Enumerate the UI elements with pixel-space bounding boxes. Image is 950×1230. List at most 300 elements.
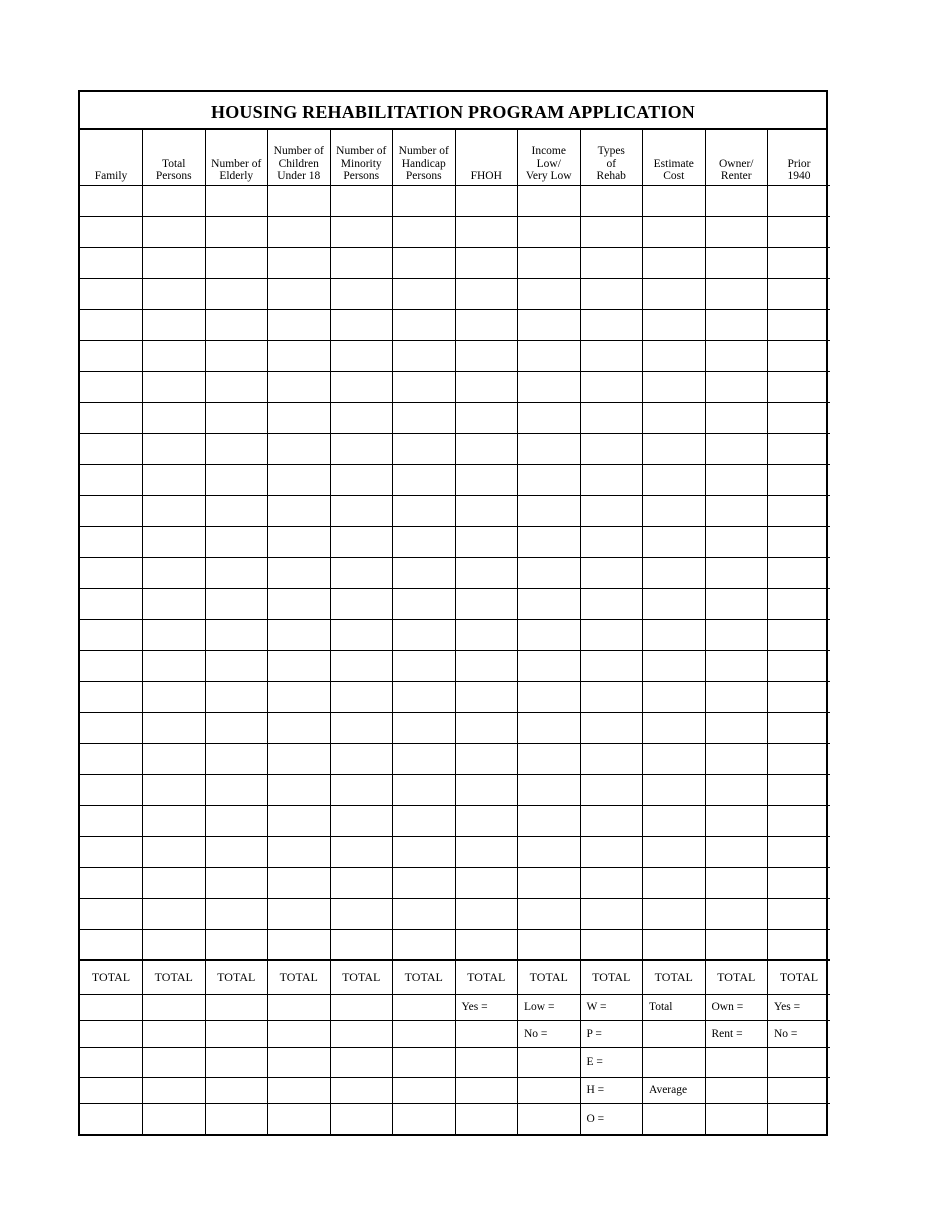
entry-cell[interactable]	[768, 805, 831, 836]
entry-cell[interactable]	[768, 433, 831, 464]
entry-cell[interactable]	[268, 278, 331, 309]
entry-cell[interactable]	[143, 774, 206, 805]
entry-cell[interactable]	[643, 216, 706, 247]
entry-cell[interactable]	[768, 557, 831, 588]
summary-cell[interactable]	[393, 1021, 456, 1048]
entry-cell[interactable]	[268, 464, 331, 495]
entry-cell[interactable]	[330, 402, 393, 433]
entry-cell[interactable]	[143, 712, 206, 743]
entry-cell[interactable]	[455, 309, 518, 340]
entry-cell[interactable]	[393, 836, 456, 867]
entry-cell[interactable]	[768, 371, 831, 402]
entry-cell[interactable]	[643, 278, 706, 309]
entry-cell[interactable]	[580, 588, 643, 619]
entry-cell[interactable]	[205, 371, 268, 402]
entry-cell[interactable]	[518, 278, 581, 309]
entry-cell[interactable]	[393, 898, 456, 929]
entry-cell[interactable]	[705, 774, 768, 805]
entry-cell[interactable]	[205, 650, 268, 681]
entry-cell[interactable]	[518, 464, 581, 495]
entry-cell[interactable]	[643, 712, 706, 743]
entry-cell[interactable]	[705, 712, 768, 743]
entry-cell[interactable]	[518, 433, 581, 464]
entry-cell[interactable]	[518, 185, 581, 216]
entry-cell[interactable]	[80, 247, 143, 278]
entry-cell[interactable]	[705, 216, 768, 247]
entry-cell[interactable]	[143, 495, 206, 526]
entry-cell[interactable]	[205, 340, 268, 371]
summary-cell[interactable]	[643, 1021, 706, 1048]
entry-cell[interactable]	[705, 836, 768, 867]
entry-cell[interactable]	[705, 588, 768, 619]
summary-cell[interactable]	[643, 1104, 706, 1134]
entry-cell[interactable]	[330, 650, 393, 681]
entry-cell[interactable]	[393, 216, 456, 247]
entry-cell[interactable]	[455, 185, 518, 216]
entry-cell[interactable]	[268, 309, 331, 340]
entry-cell[interactable]	[393, 371, 456, 402]
entry-cell[interactable]	[143, 433, 206, 464]
summary-cell[interactable]	[268, 1104, 331, 1134]
entry-cell[interactable]	[580, 712, 643, 743]
entry-cell[interactable]	[330, 340, 393, 371]
entry-cell[interactable]	[143, 340, 206, 371]
entry-cell[interactable]	[455, 712, 518, 743]
entry-cell[interactable]	[393, 185, 456, 216]
entry-cell[interactable]	[705, 340, 768, 371]
entry-cell[interactable]	[268, 185, 331, 216]
entry-cell[interactable]	[768, 278, 831, 309]
entry-cell[interactable]	[455, 495, 518, 526]
entry-cell[interactable]	[80, 464, 143, 495]
entry-cell[interactable]	[205, 836, 268, 867]
entry-cell[interactable]	[768, 743, 831, 774]
entry-cell[interactable]	[643, 619, 706, 650]
summary-cell[interactable]	[268, 1077, 331, 1104]
entry-cell[interactable]	[580, 867, 643, 898]
entry-cell[interactable]	[705, 185, 768, 216]
summary-cell[interactable]: Total	[643, 994, 706, 1021]
entry-cell[interactable]	[205, 247, 268, 278]
summary-cell[interactable]	[330, 1104, 393, 1134]
entry-cell[interactable]	[768, 929, 831, 960]
entry-cell[interactable]	[80, 495, 143, 526]
summary-cell[interactable]: Yes =	[455, 994, 518, 1021]
entry-cell[interactable]	[80, 371, 143, 402]
entry-cell[interactable]	[143, 929, 206, 960]
summary-cell[interactable]	[268, 1047, 331, 1077]
entry-cell[interactable]	[330, 681, 393, 712]
entry-cell[interactable]	[143, 526, 206, 557]
entry-cell[interactable]	[768, 588, 831, 619]
entry-cell[interactable]	[705, 464, 768, 495]
entry-cell[interactable]	[518, 929, 581, 960]
entry-cell[interactable]	[143, 619, 206, 650]
entry-cell[interactable]	[330, 309, 393, 340]
summary-cell[interactable]	[705, 1047, 768, 1077]
entry-cell[interactable]	[393, 774, 456, 805]
entry-cell[interactable]	[330, 433, 393, 464]
summary-cell[interactable]: Low =	[518, 994, 581, 1021]
entry-cell[interactable]	[705, 433, 768, 464]
summary-cell[interactable]	[330, 1077, 393, 1104]
entry-cell[interactable]	[268, 340, 331, 371]
entry-cell[interactable]	[393, 588, 456, 619]
entry-cell[interactable]	[205, 402, 268, 433]
entry-cell[interactable]	[580, 247, 643, 278]
entry-cell[interactable]	[768, 309, 831, 340]
entry-cell[interactable]	[268, 588, 331, 619]
entry-cell[interactable]	[768, 340, 831, 371]
entry-cell[interactable]	[455, 216, 518, 247]
entry-cell[interactable]	[143, 371, 206, 402]
entry-cell[interactable]	[393, 526, 456, 557]
entry-cell[interactable]	[80, 619, 143, 650]
entry-cell[interactable]	[268, 495, 331, 526]
entry-cell[interactable]	[643, 557, 706, 588]
entry-cell[interactable]	[768, 495, 831, 526]
entry-cell[interactable]	[393, 743, 456, 774]
summary-cell[interactable]	[393, 1047, 456, 1077]
entry-cell[interactable]	[705, 805, 768, 836]
entry-cell[interactable]	[643, 898, 706, 929]
entry-cell[interactable]	[455, 278, 518, 309]
summary-cell[interactable]	[705, 1104, 768, 1134]
summary-cell[interactable]	[330, 1021, 393, 1048]
summary-cell[interactable]	[455, 1021, 518, 1048]
entry-cell[interactable]	[518, 495, 581, 526]
summary-cell[interactable]: No =	[518, 1021, 581, 1048]
entry-cell[interactable]	[643, 309, 706, 340]
entry-cell[interactable]	[80, 836, 143, 867]
entry-cell[interactable]	[643, 402, 706, 433]
entry-cell[interactable]	[705, 402, 768, 433]
summary-cell[interactable]	[518, 1077, 581, 1104]
entry-cell[interactable]	[518, 774, 581, 805]
entry-cell[interactable]	[205, 557, 268, 588]
entry-cell[interactable]	[80, 309, 143, 340]
entry-cell[interactable]	[518, 309, 581, 340]
entry-cell[interactable]	[518, 743, 581, 774]
entry-cell[interactable]	[518, 340, 581, 371]
entry-cell[interactable]	[330, 371, 393, 402]
entry-cell[interactable]	[205, 526, 268, 557]
entry-cell[interactable]	[205, 185, 268, 216]
entry-cell[interactable]	[643, 464, 706, 495]
entry-cell[interactable]	[205, 619, 268, 650]
summary-cell[interactable]	[393, 994, 456, 1021]
summary-cell[interactable]	[643, 1047, 706, 1077]
entry-cell[interactable]	[205, 433, 268, 464]
summary-cell[interactable]	[80, 1104, 143, 1134]
entry-cell[interactable]	[330, 898, 393, 929]
entry-cell[interactable]	[143, 309, 206, 340]
entry-cell[interactable]	[268, 371, 331, 402]
entry-cell[interactable]	[330, 774, 393, 805]
entry-cell[interactable]	[768, 619, 831, 650]
entry-cell[interactable]	[518, 557, 581, 588]
entry-cell[interactable]	[80, 805, 143, 836]
entry-cell[interactable]	[768, 216, 831, 247]
entry-cell[interactable]	[455, 805, 518, 836]
entry-cell[interactable]	[580, 216, 643, 247]
entry-cell[interactable]	[330, 278, 393, 309]
entry-cell[interactable]	[393, 929, 456, 960]
entry-cell[interactable]	[455, 867, 518, 898]
entry-cell[interactable]	[268, 216, 331, 247]
entry-cell[interactable]	[393, 464, 456, 495]
entry-cell[interactable]	[268, 712, 331, 743]
entry-cell[interactable]	[205, 278, 268, 309]
entry-cell[interactable]	[768, 898, 831, 929]
entry-cell[interactable]	[580, 278, 643, 309]
entry-cell[interactable]	[518, 588, 581, 619]
summary-cell[interactable]	[768, 1047, 831, 1077]
summary-cell[interactable]	[393, 1104, 456, 1134]
entry-cell[interactable]	[643, 836, 706, 867]
summary-cell[interactable]: P =	[580, 1021, 643, 1048]
entry-cell[interactable]	[393, 402, 456, 433]
entry-cell[interactable]	[455, 681, 518, 712]
summary-cell[interactable]	[80, 994, 143, 1021]
entry-cell[interactable]	[268, 867, 331, 898]
entry-cell[interactable]	[143, 805, 206, 836]
entry-cell[interactable]	[268, 743, 331, 774]
summary-cell[interactable]: H =	[580, 1077, 643, 1104]
entry-cell[interactable]	[393, 712, 456, 743]
summary-cell[interactable]	[143, 1104, 206, 1134]
entry-cell[interactable]	[580, 898, 643, 929]
entry-cell[interactable]	[705, 681, 768, 712]
entry-cell[interactable]	[643, 774, 706, 805]
summary-cell[interactable]	[80, 1077, 143, 1104]
summary-cell[interactable]	[330, 1047, 393, 1077]
summary-cell[interactable]	[268, 994, 331, 1021]
entry-cell[interactable]	[768, 650, 831, 681]
entry-cell[interactable]	[643, 650, 706, 681]
entry-cell[interactable]	[705, 247, 768, 278]
entry-cell[interactable]	[205, 681, 268, 712]
entry-cell[interactable]	[143, 650, 206, 681]
entry-cell[interactable]	[705, 929, 768, 960]
entry-cell[interactable]	[330, 557, 393, 588]
summary-cell[interactable]	[80, 1047, 143, 1077]
entry-cell[interactable]	[80, 557, 143, 588]
entry-cell[interactable]	[80, 712, 143, 743]
entry-cell[interactable]	[768, 836, 831, 867]
entry-cell[interactable]	[580, 557, 643, 588]
entry-cell[interactable]	[80, 185, 143, 216]
entry-cell[interactable]	[768, 867, 831, 898]
entry-cell[interactable]	[455, 774, 518, 805]
entry-cell[interactable]	[268, 805, 331, 836]
entry-cell[interactable]	[143, 464, 206, 495]
entry-cell[interactable]	[330, 929, 393, 960]
entry-cell[interactable]	[80, 216, 143, 247]
entry-cell[interactable]	[268, 557, 331, 588]
entry-cell[interactable]	[705, 526, 768, 557]
summary-cell[interactable]: Yes =	[768, 994, 831, 1021]
entry-cell[interactable]	[80, 743, 143, 774]
entry-cell[interactable]	[455, 340, 518, 371]
entry-cell[interactable]	[455, 619, 518, 650]
entry-cell[interactable]	[580, 371, 643, 402]
entry-cell[interactable]	[393, 619, 456, 650]
entry-cell[interactable]	[143, 278, 206, 309]
entry-cell[interactable]	[580, 774, 643, 805]
entry-cell[interactable]	[80, 340, 143, 371]
entry-cell[interactable]	[705, 743, 768, 774]
summary-cell[interactable]	[455, 1077, 518, 1104]
entry-cell[interactable]	[768, 526, 831, 557]
entry-cell[interactable]	[80, 867, 143, 898]
entry-cell[interactable]	[268, 650, 331, 681]
entry-cell[interactable]	[268, 526, 331, 557]
summary-cell[interactable]	[705, 1077, 768, 1104]
entry-cell[interactable]	[705, 557, 768, 588]
entry-cell[interactable]	[330, 619, 393, 650]
summary-cell[interactable]	[455, 1047, 518, 1077]
entry-cell[interactable]	[455, 464, 518, 495]
entry-cell[interactable]	[455, 433, 518, 464]
entry-cell[interactable]	[643, 867, 706, 898]
entry-cell[interactable]	[643, 526, 706, 557]
entry-cell[interactable]	[205, 216, 268, 247]
entry-cell[interactable]	[768, 712, 831, 743]
entry-cell[interactable]	[455, 743, 518, 774]
entry-cell[interactable]	[330, 526, 393, 557]
entry-cell[interactable]	[393, 278, 456, 309]
summary-cell[interactable]	[205, 1047, 268, 1077]
entry-cell[interactable]	[580, 495, 643, 526]
entry-cell[interactable]	[205, 743, 268, 774]
entry-cell[interactable]	[518, 712, 581, 743]
entry-cell[interactable]	[768, 774, 831, 805]
summary-cell[interactable]	[143, 1021, 206, 1048]
entry-cell[interactable]	[705, 278, 768, 309]
entry-cell[interactable]	[580, 681, 643, 712]
entry-cell[interactable]	[768, 402, 831, 433]
entry-cell[interactable]	[643, 433, 706, 464]
entry-cell[interactable]	[330, 495, 393, 526]
entry-cell[interactable]	[580, 433, 643, 464]
summary-cell[interactable]: E =	[580, 1047, 643, 1077]
entry-cell[interactable]	[80, 526, 143, 557]
entry-cell[interactable]	[580, 526, 643, 557]
entry-cell[interactable]	[393, 495, 456, 526]
summary-cell[interactable]	[393, 1077, 456, 1104]
entry-cell[interactable]	[143, 743, 206, 774]
entry-cell[interactable]	[80, 588, 143, 619]
entry-cell[interactable]	[580, 805, 643, 836]
entry-cell[interactable]	[393, 247, 456, 278]
entry-cell[interactable]	[518, 247, 581, 278]
entry-cell[interactable]	[580, 464, 643, 495]
entry-cell[interactable]	[80, 774, 143, 805]
entry-cell[interactable]	[268, 619, 331, 650]
entry-cell[interactable]	[330, 805, 393, 836]
entry-cell[interactable]	[455, 929, 518, 960]
entry-cell[interactable]	[455, 371, 518, 402]
entry-cell[interactable]	[643, 371, 706, 402]
entry-cell[interactable]	[455, 650, 518, 681]
entry-cell[interactable]	[393, 557, 456, 588]
entry-cell[interactable]	[80, 433, 143, 464]
entry-cell[interactable]	[768, 247, 831, 278]
entry-cell[interactable]	[643, 929, 706, 960]
summary-cell[interactable]	[205, 1077, 268, 1104]
summary-cell[interactable]: O =	[580, 1104, 643, 1134]
entry-cell[interactable]	[205, 929, 268, 960]
entry-cell[interactable]	[643, 495, 706, 526]
entry-cell[interactable]	[205, 712, 268, 743]
entry-cell[interactable]	[268, 402, 331, 433]
entry-cell[interactable]	[393, 340, 456, 371]
entry-cell[interactable]	[330, 588, 393, 619]
entry-cell[interactable]	[518, 619, 581, 650]
entry-cell[interactable]	[268, 681, 331, 712]
entry-cell[interactable]	[518, 371, 581, 402]
entry-cell[interactable]	[643, 805, 706, 836]
summary-cell[interactable]	[330, 994, 393, 1021]
summary-cell[interactable]: W =	[580, 994, 643, 1021]
summary-cell[interactable]	[518, 1047, 581, 1077]
entry-cell[interactable]	[393, 650, 456, 681]
entry-cell[interactable]	[455, 557, 518, 588]
entry-cell[interactable]	[143, 681, 206, 712]
entry-cell[interactable]	[705, 309, 768, 340]
entry-cell[interactable]	[518, 402, 581, 433]
entry-cell[interactable]	[143, 185, 206, 216]
entry-cell[interactable]	[80, 681, 143, 712]
entry-cell[interactable]	[205, 774, 268, 805]
entry-cell[interactable]	[330, 712, 393, 743]
entry-cell[interactable]	[330, 743, 393, 774]
entry-cell[interactable]	[330, 867, 393, 898]
entry-cell[interactable]	[768, 681, 831, 712]
entry-cell[interactable]	[768, 185, 831, 216]
entry-cell[interactable]	[455, 247, 518, 278]
entry-cell[interactable]	[205, 495, 268, 526]
entry-cell[interactable]	[455, 898, 518, 929]
entry-cell[interactable]	[580, 929, 643, 960]
entry-cell[interactable]	[580, 650, 643, 681]
entry-cell[interactable]	[518, 526, 581, 557]
summary-cell[interactable]	[205, 1104, 268, 1134]
entry-cell[interactable]	[580, 185, 643, 216]
entry-cell[interactable]	[80, 929, 143, 960]
entry-cell[interactable]	[393, 309, 456, 340]
entry-cell[interactable]	[643, 247, 706, 278]
entry-cell[interactable]	[393, 867, 456, 898]
entry-cell[interactable]	[705, 495, 768, 526]
entry-cell[interactable]	[330, 185, 393, 216]
entry-cell[interactable]	[518, 216, 581, 247]
entry-cell[interactable]	[80, 278, 143, 309]
entry-cell[interactable]	[143, 588, 206, 619]
entry-cell[interactable]	[705, 898, 768, 929]
entry-cell[interactable]	[268, 898, 331, 929]
entry-cell[interactable]	[143, 557, 206, 588]
entry-cell[interactable]	[143, 898, 206, 929]
entry-cell[interactable]	[518, 650, 581, 681]
entry-cell[interactable]	[268, 247, 331, 278]
entry-cell[interactable]	[330, 836, 393, 867]
entry-cell[interactable]	[330, 247, 393, 278]
entry-cell[interactable]	[518, 681, 581, 712]
entry-cell[interactable]	[268, 929, 331, 960]
entry-cell[interactable]	[455, 588, 518, 619]
